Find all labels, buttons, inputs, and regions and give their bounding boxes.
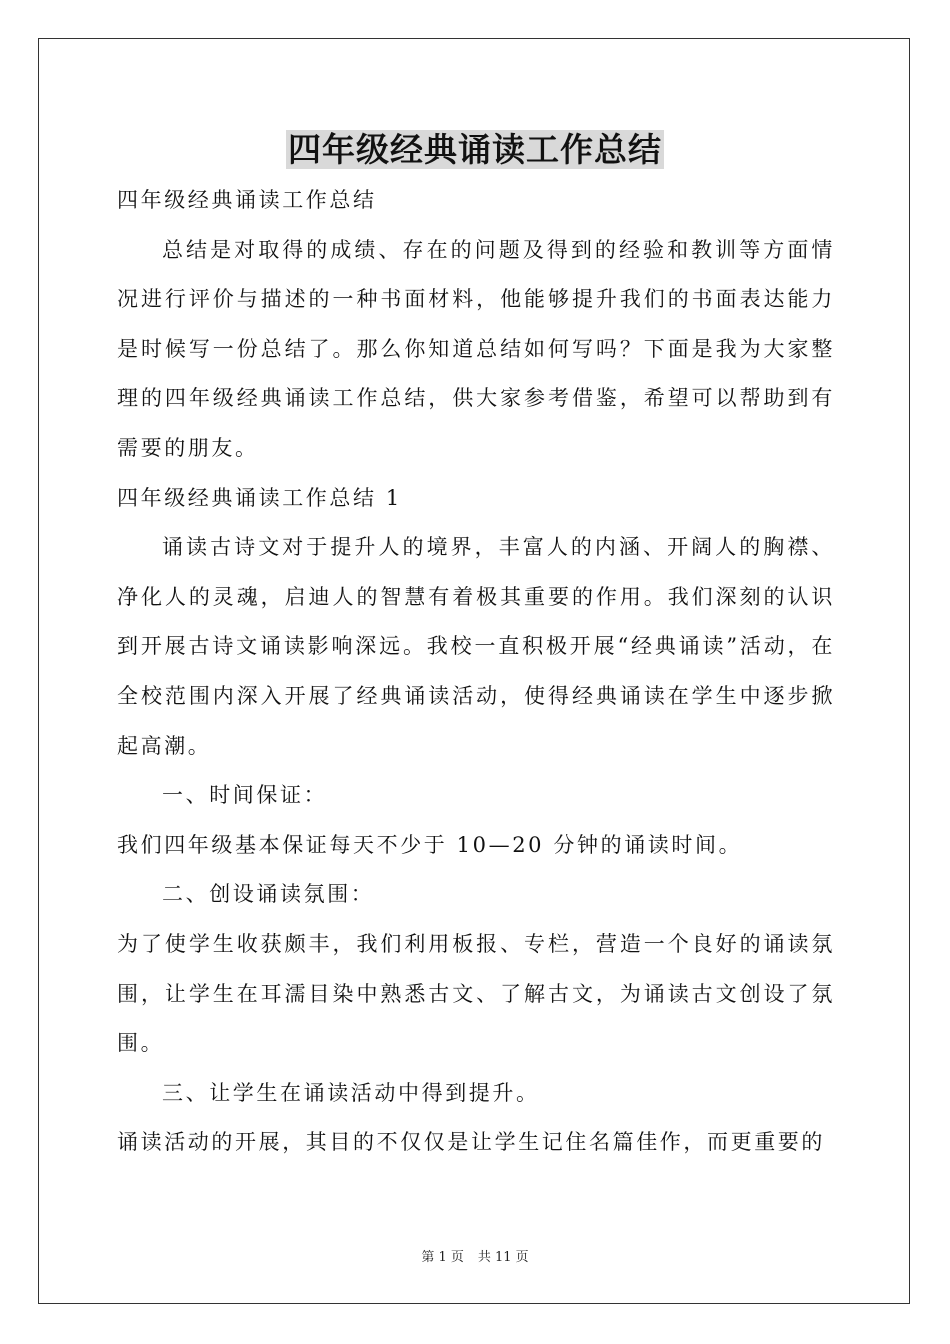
document-body: [117, 176, 835, 1168]
paragraph-point-heading: 一、时间保证：: [162, 783, 328, 808]
document-title: [0, 126, 950, 174]
paragraph-subtitle: 四年级经典诵读工作总结: [117, 188, 377, 212]
paragraph-intro: 总结是对取得的成绩、存在的问题及得到的经验和教训等方面情况进行评价与描述的一种书面材料，他能够提升我们的书面表达能力是时候写一份总结了。那么你知道总结如何写吗？下面是我为大家整理的四年级经典诵读工作总结，供大家参考借鉴，希望可以帮助到有需要的朋友。: [117, 237, 835, 460]
page-footer: [0, 1249, 950, 1267]
paragraph-point-body: 为了使学生收获颇丰，我们利用板报、专栏，营造一个良好的诵读氛围，让学生在耳濡目染中熟悉古文、了解古文，为诵读古文创设了氛围。: [117, 931, 835, 1056]
paragraph-point-heading: 三、让学生在诵读活动中得到提升。: [162, 1080, 540, 1105]
document-title-text: 四年级经典诵读工作总结: [288, 130, 662, 169]
paragraph-point-heading: 二、创设诵读氛围：: [162, 882, 375, 907]
paragraph-point-body: 我们四年级基本保证每天不少于 10—20 分钟的诵读时间。: [117, 832, 743, 857]
paragraph-section-heading: 四年级经典诵读工作总结 1: [117, 485, 402, 510]
page-total: 共 11 页: [477, 1250, 529, 1265]
page-number: 第 1 页: [421, 1250, 464, 1265]
paragraph-body: 诵读古诗文对于提升人的境界，丰富人的内涵、开阔人的胸襟、净化人的灵魂，启迪人的智慧有着极其重要的作用。我们深刻的认识到开展古诗文诵读影响深远。我校一直积极开展“经典诵读”活动，在全校范围内深入开展了经典诵读活动，使得经典诵读在学生中逐步掀起高潮。: [117, 535, 835, 758]
paragraph-point-body: 诵读活动的开展，其目的不仅仅是让学生记住名篇佳作，而更重要的: [117, 1130, 825, 1155]
